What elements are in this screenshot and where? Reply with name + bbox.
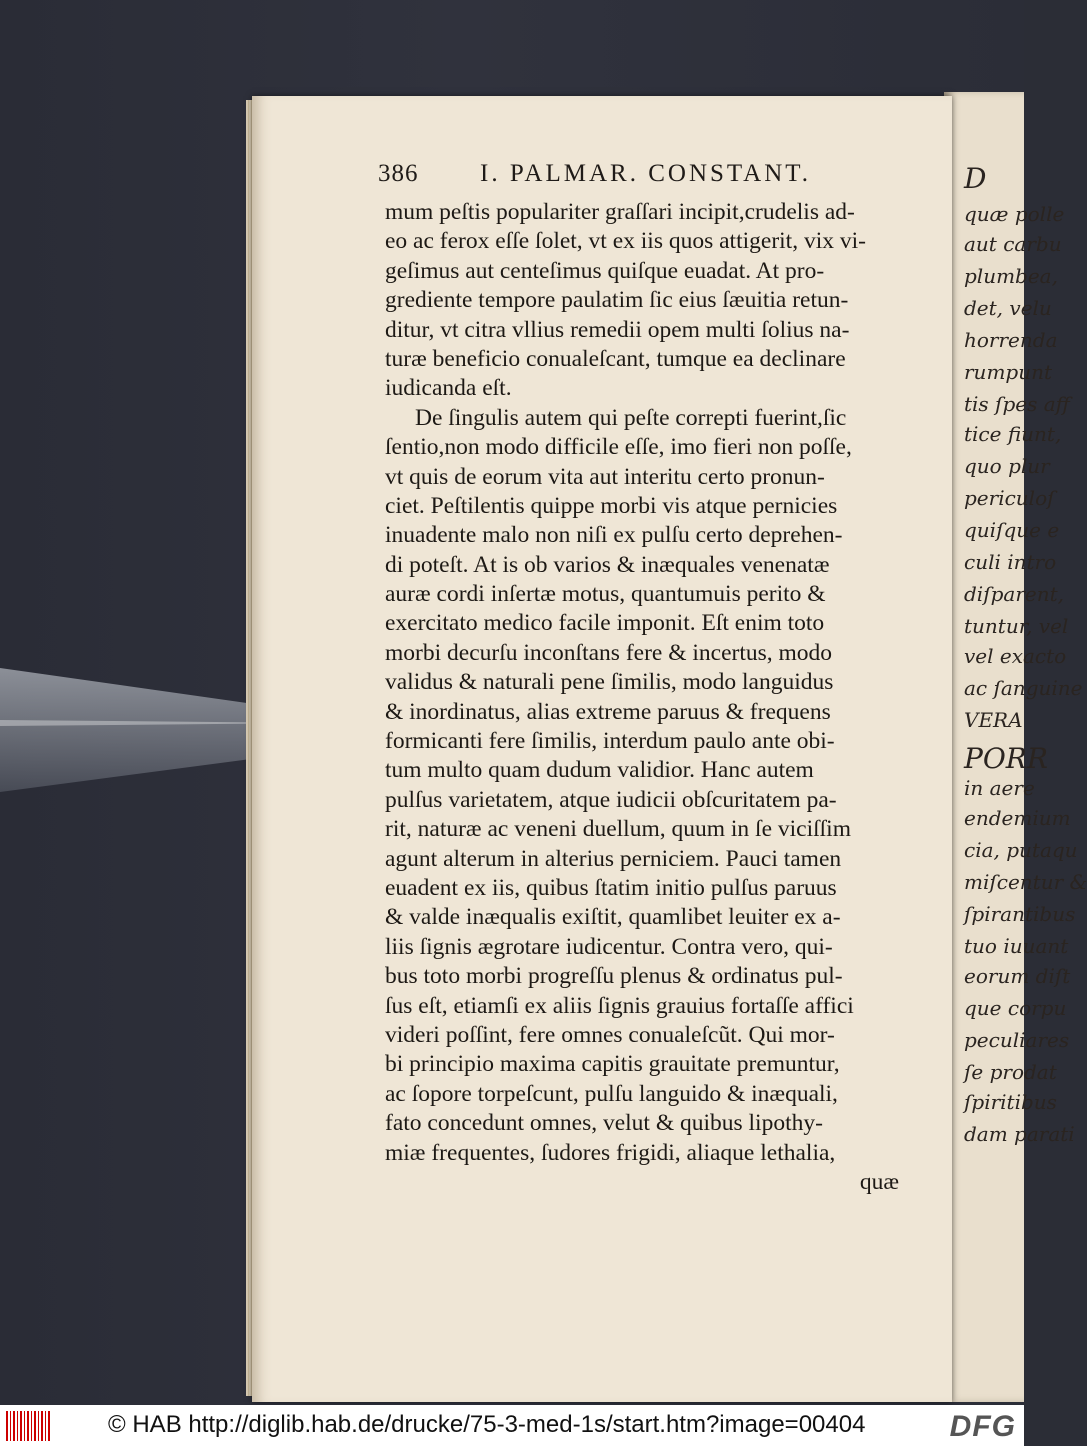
facing-page-line: peculiares xyxy=(964,1028,1070,1052)
facing-page-line: rumpunt xyxy=(964,360,1053,384)
facing-page-line: det, velu xyxy=(964,296,1052,320)
facing-page-line: eorum diſt xyxy=(964,964,1071,988)
text-line: fato concedunt omnes, velut & quibus lipothy- xyxy=(385,1110,823,1137)
facing-page-line: que corpu xyxy=(964,996,1067,1020)
text-line: videri poſſint, fere omnes conualeſcũt. Qui mor- xyxy=(385,1021,835,1048)
text-line: rit, naturæ ac veneni duellum, quum in ſe viciſſim xyxy=(385,816,851,843)
text-line: miæ frequentes, ſudores frigidi, aliaque lethalia, xyxy=(385,1139,836,1166)
text-line: inuadente malo non niſi ex pulſu certo deprehen- xyxy=(385,522,843,549)
facing-page-line: aut carbu xyxy=(964,232,1062,256)
text-line: & inordinatus, alias extreme paruus & frequens xyxy=(385,698,831,725)
text-line: turæ beneficio conualeſcant, tumque ea declinare xyxy=(385,345,846,372)
text-line: geſimus aut centeſimus quiſque euadat. At pro- xyxy=(385,257,825,284)
facing-page-line: tice fiunt, xyxy=(964,422,1062,446)
facing-page-line: periculoſ xyxy=(964,486,1055,510)
facing-page-line: plumbea, xyxy=(964,264,1058,288)
barcode-logo-icon xyxy=(6,1411,50,1441)
text-line: mum peſtis populariter graſſari incipit,crudelis ad- xyxy=(385,199,855,225)
facing-page-line: diſparent, xyxy=(964,582,1064,606)
text-line: De ſingulis autem qui peſte correpti fuerint,ſic xyxy=(415,404,847,431)
facing-page-line: tuntur, vel xyxy=(964,614,1069,638)
page-header xyxy=(378,160,938,194)
catchword: quæ xyxy=(859,1168,899,1195)
facing-page-line: tuo iuuant xyxy=(964,934,1069,958)
facing-page-line: horrenda xyxy=(964,328,1058,352)
facing-page-line: ac ſanguine xyxy=(964,676,1083,700)
text-line: formicanti fere ſimilis, interdum paulo ante obi- xyxy=(385,728,835,755)
text-line: bi principio maxima capitis grauitate premuntur, xyxy=(385,1051,840,1078)
facing-page-line: ſpirantibus xyxy=(964,902,1076,926)
text-line: vt quis de eorum vita aut interitu certo pronun- xyxy=(385,463,825,490)
text-line: euadent ex iis, quibus ſtatim initio pulſus paruus xyxy=(385,874,837,901)
text-line: auræ cordi inſertæ motus, quantumuis perito & xyxy=(385,581,826,608)
text-line: iudicanda eſt. xyxy=(385,375,512,402)
page-number: 386 xyxy=(378,160,419,187)
facing-page-line: ſe prodat xyxy=(964,1060,1057,1084)
facing-page-line: vel exacto xyxy=(964,644,1067,668)
facing-page-line: quæ polle xyxy=(964,202,1065,226)
text-line: exercitato medico facile imponit. Eſt enim toto xyxy=(385,610,825,637)
text-line: agunt alterum in alterius perniciem. Pauci tamen xyxy=(385,845,842,872)
text-line: ac ſopore torpeſcunt, pulſu languido & inæquali, xyxy=(385,1080,838,1107)
facing-page-line: in aere xyxy=(964,776,1035,800)
credit-link[interactable]: © HAB http://diglib.hab.de/drucke/75-3-med-1s/start.htm?image=00404 xyxy=(108,1411,866,1438)
text-line: pulſus varietatem, atque iudicii obſcuritatem pa- xyxy=(385,786,837,813)
footer-bar xyxy=(0,1405,1024,1446)
dfg-logo: DFG xyxy=(949,1410,1016,1443)
text-line: ciet. Peſtilentis quippe morbi vis atque pernicies xyxy=(385,492,838,519)
facing-page-line: culi intro xyxy=(964,550,1057,574)
text-line: liis ſignis ægrotare iudicentur. Contra vero, qui- xyxy=(385,933,833,960)
facing-page-line: PORR xyxy=(964,742,1048,775)
facing-page-line: quo plur xyxy=(964,454,1050,478)
text-line: morbi decurſu inconſtans fere & incertus, modo xyxy=(385,639,833,666)
text-line: ditur, vt citra vllius remedii opem multi ſolius na- xyxy=(385,316,850,343)
text-line: ſentio,non modo difficile eſſe, imo fieri non poſſe, xyxy=(385,434,852,461)
facing-page-line: endemium xyxy=(964,806,1071,830)
text-line: eo ac ferox eſſe ſolet, vt ex iis quos attigerit, vix vi- xyxy=(385,228,866,255)
text-line: bus toto morbi progreſſu plenus & ordinatus pul- xyxy=(385,963,843,990)
facing-page-line: cia, putaqu xyxy=(964,838,1078,862)
facing-page-line: dam parati xyxy=(964,1122,1075,1146)
running-head: I. PALMAR. CONSTANT. xyxy=(480,160,811,187)
facing-page-line: quiſque e xyxy=(964,518,1060,542)
text-line: ſus eſt, etiamſi ex aliis ſignis grauius fortaſſe affici xyxy=(385,992,854,1019)
facing-page-line: tis ſpes aff xyxy=(964,392,1070,416)
facing-page-fragment xyxy=(944,92,1087,1402)
body-text xyxy=(385,198,907,1197)
facing-page-line: D xyxy=(964,162,987,195)
text-line: tum multo quam dudum validior. Hanc autem xyxy=(385,757,814,784)
text-line: grediente tempore paulatim ſic eius ſæuitia retun- xyxy=(385,287,849,314)
facing-page-line: VERA xyxy=(964,708,1023,732)
text-line: & valde inæqualis exiſtit, quamlibet leuiter ex a- xyxy=(385,904,841,931)
text-line: validus & naturali pene ſimilis, modo languidus xyxy=(385,669,834,696)
text-line: di poteſt. At is ob varios & inæquales venenatæ xyxy=(385,551,830,578)
facing-page-line: ſpiritibus xyxy=(964,1090,1057,1114)
facing-page-line: miſcentur & xyxy=(964,870,1087,894)
